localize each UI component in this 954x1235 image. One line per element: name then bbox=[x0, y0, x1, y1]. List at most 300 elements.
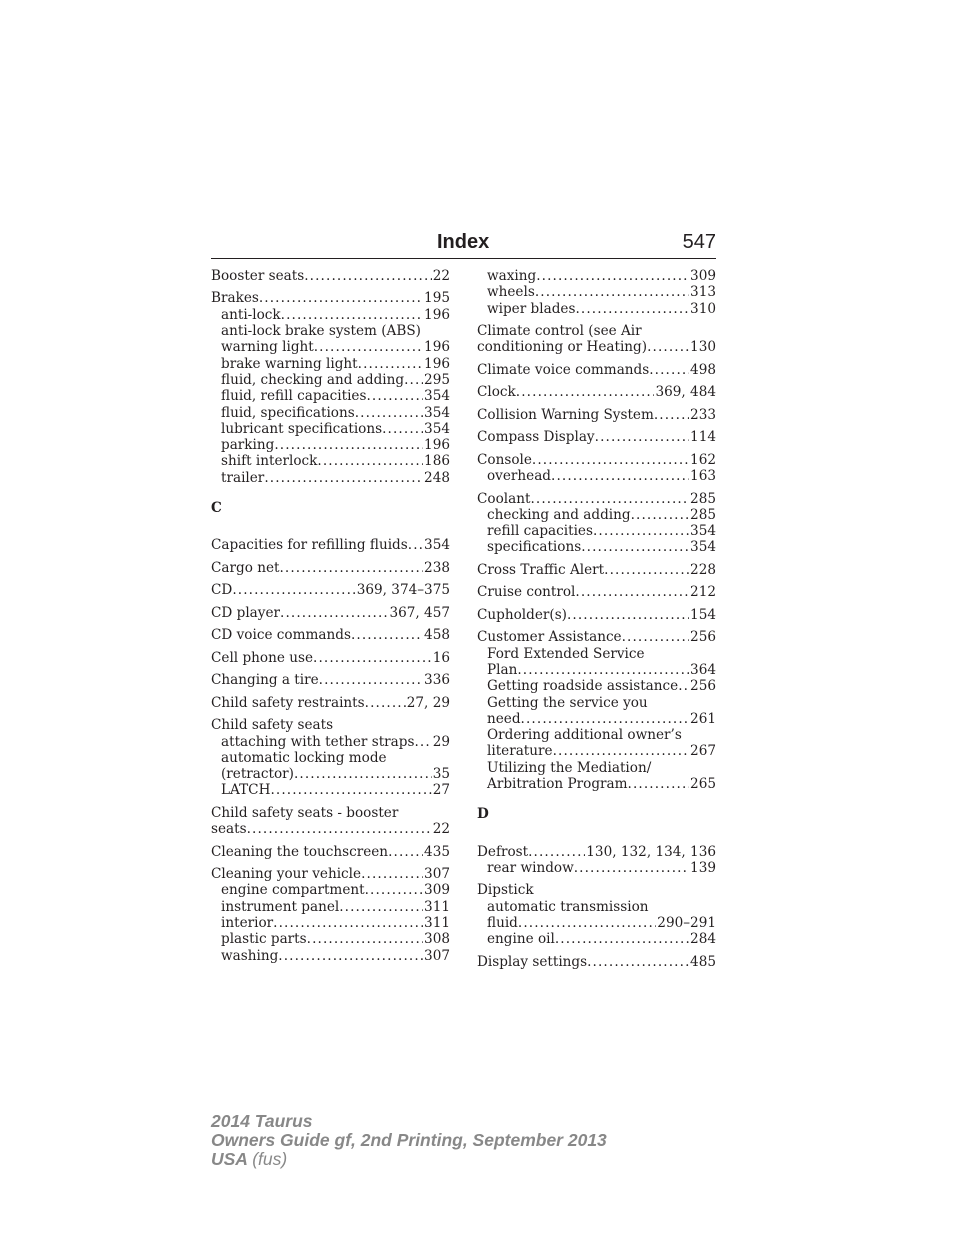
entry-term: Child safety seats bbox=[211, 717, 334, 734]
index-subentry bbox=[211, 915, 450, 931]
entry-term: Ford Extended Service bbox=[487, 645, 645, 662]
index-term-line bbox=[211, 582, 450, 598]
index-subentry bbox=[477, 915, 716, 931]
entry-term: Getting the service you bbox=[487, 694, 648, 711]
index-subentry bbox=[211, 356, 450, 372]
index-entry bbox=[211, 650, 450, 666]
entry-term: literature bbox=[487, 743, 553, 760]
dot-leader bbox=[304, 268, 431, 284]
index-subentry bbox=[477, 899, 716, 915]
entry-page-ref: 154 bbox=[690, 606, 716, 623]
index-column-left bbox=[211, 268, 450, 970]
index-term-line bbox=[477, 323, 716, 339]
entry-page-ref: 29 bbox=[432, 733, 450, 750]
entry-term: washing bbox=[221, 947, 279, 964]
entry-page-ref: 290–291 bbox=[657, 915, 716, 932]
entry-term: (retractor) bbox=[221, 766, 294, 783]
entry-term: refill capacities bbox=[487, 523, 593, 540]
entry-term: wiper blades bbox=[487, 300, 576, 317]
index-term-line bbox=[211, 672, 450, 688]
index-term-line bbox=[211, 627, 450, 643]
entry-page-ref: 458 bbox=[424, 627, 450, 644]
index-subentry bbox=[211, 750, 450, 766]
entry-term: CD player bbox=[211, 604, 280, 621]
entry-page-ref: 311 bbox=[424, 898, 450, 915]
index-subentry bbox=[477, 743, 716, 759]
dot-leader bbox=[280, 605, 388, 621]
entry-page-ref: 130, 132, 134, 136 bbox=[586, 843, 716, 860]
dot-leader bbox=[270, 782, 431, 798]
index-subentry bbox=[211, 323, 450, 339]
index-term-line bbox=[211, 866, 450, 882]
index-subentry bbox=[211, 899, 450, 915]
entry-term: Capacities for refilling fluids bbox=[211, 537, 408, 554]
index-entry bbox=[477, 562, 716, 578]
index-term-line bbox=[477, 607, 716, 623]
index-subentry bbox=[477, 860, 716, 876]
dot-leader bbox=[628, 776, 690, 792]
index-term-line bbox=[477, 384, 716, 400]
entry-term: Console bbox=[477, 451, 532, 468]
entry-term: need bbox=[487, 710, 521, 727]
dot-leader bbox=[575, 584, 689, 600]
entry-term: wheels bbox=[487, 284, 535, 301]
entry-term: CD bbox=[211, 582, 233, 599]
entry-term: Cruise control bbox=[477, 584, 576, 601]
dot-leader bbox=[649, 362, 689, 378]
entry-term: trailer bbox=[221, 469, 265, 486]
index-term-line bbox=[211, 717, 450, 733]
dot-leader bbox=[587, 954, 689, 970]
index-entry bbox=[211, 695, 450, 711]
entry-term: engine compartment bbox=[221, 882, 365, 899]
entry-page-ref: 308 bbox=[424, 931, 450, 948]
dot-leader bbox=[313, 650, 432, 666]
index-term-line bbox=[477, 429, 716, 445]
index-term-line bbox=[477, 362, 716, 378]
index-entry bbox=[477, 844, 716, 877]
index-subentry bbox=[211, 453, 450, 469]
index-entry bbox=[211, 537, 450, 553]
entry-term: Defrost bbox=[477, 843, 529, 860]
dot-leader bbox=[581, 539, 689, 555]
entry-page-ref: 354 bbox=[424, 388, 450, 405]
entry-page-ref: 307 bbox=[424, 947, 450, 964]
entry-term: lubricant specifications bbox=[221, 420, 383, 437]
dot-leader bbox=[528, 844, 585, 860]
dot-leader bbox=[361, 866, 423, 882]
index-entry bbox=[211, 805, 450, 838]
entry-term: attaching with tether straps bbox=[221, 733, 415, 750]
index-subentry bbox=[211, 948, 450, 964]
index-term-line bbox=[211, 821, 450, 837]
index-subentry bbox=[211, 421, 450, 437]
entry-page-ref: 336 bbox=[424, 672, 450, 689]
entry-page-ref: 196 bbox=[424, 306, 450, 323]
entry-term: engine oil bbox=[487, 931, 555, 948]
index-entry bbox=[477, 384, 716, 400]
entry-page-ref: 309 bbox=[424, 882, 450, 899]
section-letter: C bbox=[211, 500, 222, 517]
index-entry bbox=[211, 627, 450, 643]
entry-page-ref: 228 bbox=[690, 561, 716, 578]
entry-page-ref: 16 bbox=[432, 649, 450, 666]
dot-leader bbox=[355, 405, 423, 421]
index-term-line bbox=[477, 339, 716, 355]
index-term-line bbox=[477, 452, 716, 468]
index-subentry bbox=[211, 437, 450, 453]
entry-term: Display settings bbox=[477, 953, 588, 970]
index-subentry bbox=[211, 372, 450, 388]
entry-page-ref: 22 bbox=[432, 821, 450, 838]
dot-leader bbox=[281, 307, 423, 323]
index-entry bbox=[477, 362, 716, 378]
dot-leader bbox=[517, 662, 689, 678]
entry-term: Getting roadside assistance bbox=[487, 678, 679, 695]
entry-term: Cleaning your vehicle bbox=[211, 866, 362, 883]
entry-page-ref: 35 bbox=[432, 766, 450, 783]
entry-term: rear window bbox=[487, 859, 574, 876]
entry-term: anti-lock bbox=[221, 306, 281, 323]
entry-term: CD voice commands bbox=[211, 627, 351, 644]
entry-page-ref: 498 bbox=[690, 361, 716, 378]
entry-page-ref: 435 bbox=[424, 843, 450, 860]
entry-page-ref: 186 bbox=[424, 453, 450, 470]
entry-page-ref: 114 bbox=[690, 429, 716, 446]
entry-page-ref: 212 bbox=[690, 584, 716, 601]
entry-term: warning light bbox=[221, 339, 314, 356]
dot-leader bbox=[530, 491, 689, 507]
entry-page-ref: 369, 484 bbox=[655, 384, 716, 401]
index-term-line bbox=[211, 537, 450, 553]
dot-leader bbox=[408, 537, 423, 553]
entry-page-ref: 256 bbox=[690, 629, 716, 646]
index-term-line bbox=[211, 844, 450, 860]
index-term-line bbox=[477, 491, 716, 507]
index-subentry bbox=[211, 388, 450, 404]
entry-page-ref: 354 bbox=[424, 404, 450, 421]
index-entry bbox=[477, 954, 716, 970]
index-term-line bbox=[211, 560, 450, 576]
entry-term: Clock bbox=[477, 384, 516, 401]
index-subentry bbox=[211, 470, 450, 486]
entry-term: parking bbox=[221, 437, 275, 454]
entry-term: Cupholder(s) bbox=[477, 606, 567, 623]
entry-term: fluid, refill capacities bbox=[221, 388, 367, 405]
footer-region-code: (fus) bbox=[252, 1149, 288, 1169]
entry-term: instrument panel bbox=[221, 898, 340, 915]
index-subentry bbox=[477, 523, 716, 539]
index-entry bbox=[211, 268, 450, 284]
entry-term: fluid, specifications bbox=[221, 404, 355, 421]
entry-term: Child safety restraints bbox=[211, 694, 365, 711]
dot-leader bbox=[317, 453, 423, 469]
entry-term: anti-lock brake system (ABS) bbox=[221, 323, 421, 340]
dot-leader bbox=[279, 560, 423, 576]
index-entry bbox=[477, 629, 716, 792]
entry-term: Coolant bbox=[477, 490, 531, 507]
dot-leader bbox=[604, 562, 689, 578]
index-term-line bbox=[477, 882, 716, 898]
footer-edition: Owners Guide gf, 2nd Printing, September 2013 bbox=[211, 1130, 607, 1150]
index-entry bbox=[477, 491, 716, 556]
index-entry bbox=[211, 844, 450, 860]
index-subentry bbox=[477, 507, 716, 523]
entry-page-ref: 285 bbox=[690, 506, 716, 523]
entry-page-ref: 485 bbox=[690, 953, 716, 970]
entry-page-ref: 162 bbox=[690, 451, 716, 468]
entry-page-ref: 310 bbox=[690, 300, 716, 317]
footer-model: 2014 Taurus bbox=[211, 1111, 313, 1131]
dot-leader bbox=[518, 915, 656, 931]
dot-leader bbox=[575, 301, 689, 317]
entry-term: checking and adding bbox=[487, 506, 631, 523]
entry-term: plastic parts bbox=[221, 931, 307, 948]
index-entry bbox=[211, 866, 450, 964]
entry-page-ref: 295 bbox=[424, 371, 450, 388]
entry-page-ref: 367, 457 bbox=[389, 604, 450, 621]
entry-page-ref: 265 bbox=[690, 776, 716, 793]
dot-leader bbox=[414, 734, 431, 750]
entry-page-ref: 196 bbox=[424, 437, 450, 454]
entry-page-ref: 267 bbox=[690, 743, 716, 760]
page-number: 547 bbox=[682, 231, 716, 253]
index-subentry bbox=[477, 539, 716, 555]
index-subentry bbox=[211, 882, 450, 898]
entry-term: fluid bbox=[487, 915, 518, 932]
index-subentry bbox=[477, 662, 716, 678]
dot-leader bbox=[382, 421, 423, 437]
entry-page-ref: 354 bbox=[690, 523, 716, 540]
dot-leader bbox=[654, 407, 689, 423]
index-entry bbox=[477, 452, 716, 485]
index-subentry bbox=[211, 734, 450, 750]
dot-leader bbox=[319, 672, 423, 688]
entry-term: conditioning or Heating) bbox=[477, 339, 648, 356]
page-header bbox=[211, 229, 716, 259]
dot-leader bbox=[404, 372, 423, 388]
index-entry bbox=[211, 560, 450, 576]
index-entry bbox=[211, 290, 450, 486]
index-term-line bbox=[211, 268, 450, 284]
entry-page-ref: 307 bbox=[424, 866, 450, 883]
index-term-line bbox=[477, 844, 716, 860]
dot-leader bbox=[555, 931, 689, 947]
entry-term: Child safety seats - booster bbox=[211, 804, 399, 821]
entry-term: Ordering additional owner’s bbox=[487, 727, 682, 744]
dot-leader bbox=[365, 695, 406, 711]
entry-page-ref: 163 bbox=[690, 468, 716, 485]
index-subentry bbox=[477, 678, 716, 694]
index-term-line bbox=[211, 605, 450, 621]
dot-leader bbox=[278, 948, 423, 964]
dot-leader bbox=[595, 429, 689, 445]
dot-leader bbox=[516, 384, 655, 400]
entry-page-ref: 22 bbox=[432, 268, 450, 284]
dot-leader bbox=[532, 452, 689, 468]
index-subentry bbox=[211, 405, 450, 421]
index-subentry bbox=[477, 711, 716, 727]
entry-page-ref: 354 bbox=[690, 539, 716, 556]
entry-term: interior bbox=[221, 915, 274, 932]
entry-term: Compass Display bbox=[477, 429, 595, 446]
dot-leader bbox=[574, 860, 689, 876]
dot-leader bbox=[551, 468, 689, 484]
entry-term: Changing a tire bbox=[211, 672, 319, 689]
entry-term: Dipstick bbox=[477, 882, 534, 899]
entry-term: Cell phone use bbox=[211, 649, 313, 666]
entry-term: Customer Assistance bbox=[477, 629, 622, 646]
index-subentry bbox=[477, 284, 716, 300]
dot-leader bbox=[567, 607, 689, 623]
entry-term: brake warning light bbox=[221, 355, 358, 372]
entry-page-ref: 139 bbox=[690, 859, 716, 876]
entry-page-ref: 354 bbox=[424, 420, 450, 437]
entry-term: fluid, checking and adding bbox=[221, 371, 405, 388]
index-subentry bbox=[477, 727, 716, 743]
index-term-line bbox=[477, 562, 716, 578]
entry-term: Brakes bbox=[211, 290, 259, 307]
dot-leader bbox=[593, 523, 689, 539]
entry-page-ref: 195 bbox=[424, 290, 450, 307]
index-subentry bbox=[477, 760, 716, 776]
page-footer bbox=[211, 1112, 607, 1169]
index-entry bbox=[477, 584, 716, 600]
dot-leader bbox=[622, 629, 689, 645]
dot-leader bbox=[678, 678, 689, 694]
dot-leader bbox=[631, 507, 689, 523]
entry-page-ref: 309 bbox=[690, 268, 716, 284]
index-subentry bbox=[211, 782, 450, 798]
index-entry bbox=[211, 605, 450, 621]
entry-page-ref: 284 bbox=[690, 931, 716, 948]
entry-term: Cross Traffic Alert bbox=[477, 561, 605, 578]
entry-page-ref: 196 bbox=[424, 339, 450, 356]
dot-leader bbox=[553, 743, 689, 759]
entry-term: specifications bbox=[487, 539, 582, 556]
entry-page-ref: 248 bbox=[424, 469, 450, 486]
entry-page-ref: 261 bbox=[690, 710, 716, 727]
index-entry bbox=[477, 268, 716, 317]
dot-leader bbox=[232, 582, 355, 598]
index-term-line bbox=[477, 629, 716, 645]
index-entry bbox=[477, 323, 716, 356]
entry-term: Climate voice commands bbox=[477, 361, 650, 378]
entry-page-ref: 196 bbox=[424, 355, 450, 372]
entry-term: seats bbox=[211, 821, 247, 838]
index-entry bbox=[477, 607, 716, 623]
footer-region-name: USA bbox=[211, 1149, 248, 1169]
dot-leader bbox=[388, 844, 423, 860]
index-subentry bbox=[477, 301, 716, 317]
entry-term: automatic transmission bbox=[487, 898, 649, 915]
index-entry bbox=[211, 672, 450, 688]
entry-page-ref: 364 bbox=[690, 662, 716, 678]
entry-page-ref: 27, 29 bbox=[406, 694, 450, 711]
index-subentry bbox=[477, 931, 716, 947]
entry-page-ref: 354 bbox=[424, 537, 450, 554]
index-subentry bbox=[477, 468, 716, 484]
dot-leader bbox=[294, 766, 432, 782]
entry-term: overhead bbox=[487, 468, 552, 485]
entry-page-ref: 238 bbox=[424, 559, 450, 576]
dot-leader bbox=[314, 339, 423, 355]
section-letter: D bbox=[477, 806, 489, 823]
dot-leader bbox=[351, 627, 423, 643]
dot-leader bbox=[247, 821, 432, 837]
index-subentry bbox=[211, 931, 450, 947]
dot-leader bbox=[273, 915, 423, 931]
index-term-line bbox=[211, 650, 450, 666]
entry-term: LATCH bbox=[221, 782, 271, 799]
entry-page-ref: 369, 374–375 bbox=[356, 582, 450, 599]
index-subentry bbox=[477, 695, 716, 711]
dot-leader bbox=[535, 284, 689, 300]
entry-term: Plan bbox=[487, 662, 518, 678]
index-column-right bbox=[477, 268, 716, 976]
index-subentry bbox=[477, 776, 716, 792]
entry-page-ref: 313 bbox=[690, 284, 716, 301]
entry-term: waxing bbox=[487, 268, 537, 284]
dot-leader bbox=[259, 290, 423, 306]
dot-leader bbox=[536, 268, 689, 284]
index-term-line bbox=[477, 954, 716, 970]
index-entry bbox=[477, 407, 716, 423]
entry-term: Collision Warning System bbox=[477, 406, 654, 423]
entry-term: shift interlock bbox=[221, 453, 318, 470]
entry-page-ref: 256 bbox=[690, 678, 716, 695]
index-subentry bbox=[477, 646, 716, 662]
index-entry bbox=[477, 882, 716, 947]
index-subentry bbox=[211, 339, 450, 355]
dot-leader bbox=[339, 899, 423, 915]
index-subentry bbox=[477, 268, 716, 284]
entry-page-ref: 311 bbox=[424, 915, 450, 932]
page-title: Index bbox=[437, 231, 490, 253]
index-term-line bbox=[477, 407, 716, 423]
index-entry bbox=[211, 582, 450, 598]
dot-leader bbox=[358, 356, 423, 372]
entry-page-ref: 285 bbox=[690, 490, 716, 507]
index-entry bbox=[477, 429, 716, 445]
dot-leader bbox=[521, 711, 690, 727]
dot-leader bbox=[366, 388, 423, 404]
dot-leader bbox=[647, 339, 689, 355]
entry-term: Utilizing the Mediation/ bbox=[487, 759, 652, 776]
dot-leader bbox=[307, 931, 423, 947]
entry-term: Arbitration Program bbox=[487, 776, 628, 793]
entry-term: Climate control (see Air bbox=[477, 323, 642, 340]
dot-leader bbox=[274, 437, 423, 453]
index-entry bbox=[211, 717, 450, 798]
dot-leader bbox=[365, 882, 423, 898]
entry-term: Booster seats bbox=[211, 268, 305, 284]
entry-page-ref: 27 bbox=[432, 782, 450, 799]
index-term-line bbox=[211, 805, 450, 821]
index-term-line bbox=[477, 584, 716, 600]
index-term-line bbox=[211, 290, 450, 306]
entry-page-ref: 233 bbox=[690, 406, 716, 423]
index-subentry bbox=[211, 766, 450, 782]
footer-region bbox=[211, 1150, 607, 1169]
dot-leader bbox=[264, 470, 423, 486]
index-term-line bbox=[211, 695, 450, 711]
entry-term: Cleaning the touchscreen bbox=[211, 843, 389, 860]
entry-term: automatic locking mode bbox=[221, 749, 387, 766]
entry-term: Cargo net bbox=[211, 559, 280, 576]
entry-page-ref: 130 bbox=[690, 339, 716, 356]
index-subentry bbox=[211, 307, 450, 323]
